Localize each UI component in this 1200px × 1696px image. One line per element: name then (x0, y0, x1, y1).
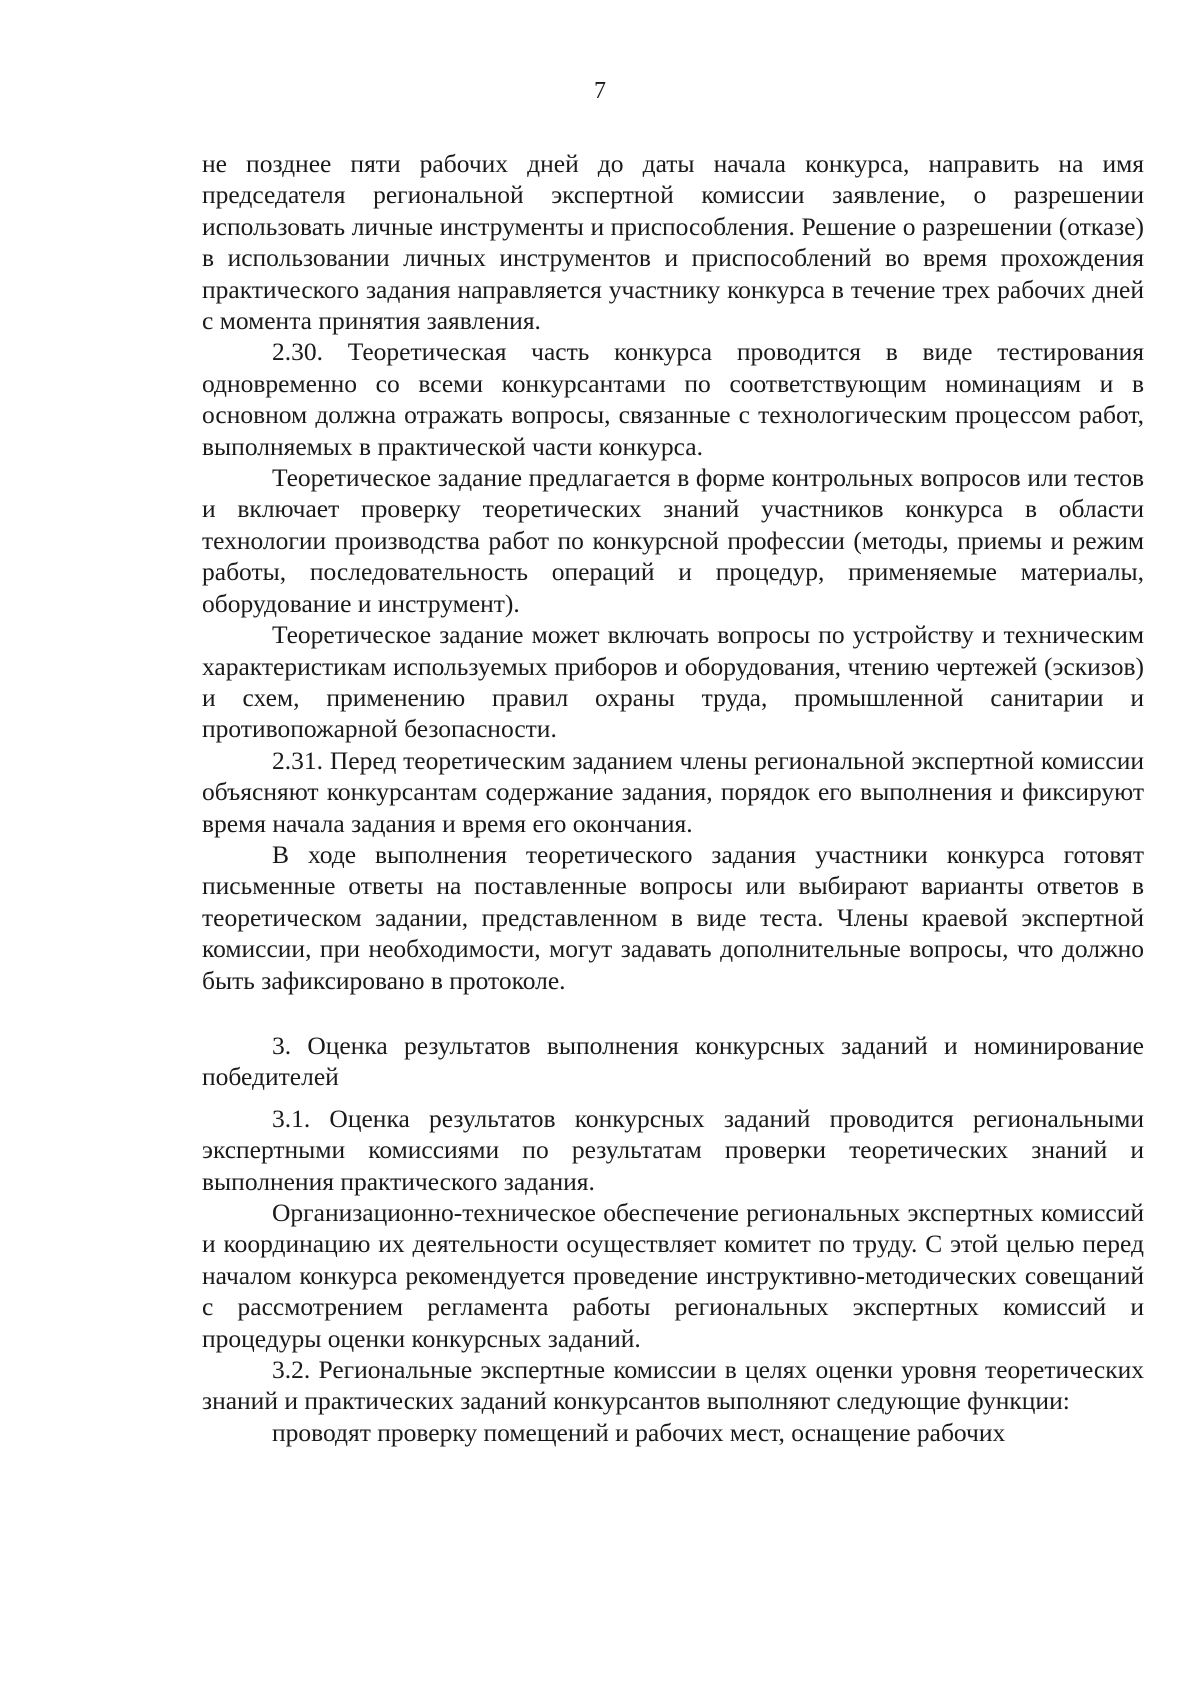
paragraph-functions-list-item: проводят проверку помещений и рабочих мест, оснащение рабочих (272, 1417, 1006, 1447)
document-body (202, 148, 1144, 1448)
paragraph-theory-task-content: Теоретическое задание может включать вопросы по устройству и техническим характеристикам используемых приборов и оборудования, чтению чертежей (эскизов) и схем, применению правил охраны труда, промышленной санитарии и противопожарной безопасности. (202, 620, 1144, 744)
paragraph-2-30: 2.30. Теоретическая часть конкурса проводится в виде тестирования одновременно со всеми конкурсантами по соответствующим номинациям и в основном должна отражать вопросы, связанные с технологическим процессом работ, выполняемых в практической части конкурса. (202, 337, 1144, 461)
paragraph-3-1: 3.1. Оценка результатов конкурсных заданий проводится региональными экспертными комиссиями по результатам проверки теоретических знаний и выполнения практического задания. (202, 1103, 1144, 1196)
paragraph-3-2: 3.2. Региональные экспертные комиссии в целях оценки уровня теоретических знаний и практических заданий конкурсантов выполняют следующие функции: (202, 1355, 1144, 1416)
paragraph-continuation-2-29: не позднее пяти рабочих дней до даты начала конкурса, направить на имя председателя региональной экспертной комиссии заявление, о разрешении использовать личные инструменты и приспособления. Решение о разрешении (отказе) в использовании личных инструментов и приспособлений во время прохождения практического задания направляется участнику конкурса в течение трех рабочих дней с момента принятия заявления. (202, 149, 1144, 336)
paragraph-theory-task-form: Теоретическое задание предлагается в форме контрольных вопросов или тестов и включает проверку теоретических знаний участников конкурса в области технологии производства работ по конкурсной профессии (методы, приемы и режим работы, последовательность операций и процедур, применяемые материалы, оборудование и инструмент). (202, 463, 1144, 618)
section-3-heading: 3. Оценка результатов выполнения конкурсных заданий и номинирование победителей (202, 1030, 1144, 1092)
page-number: 7 (594, 78, 606, 104)
paragraph-theory-task-execution: В ходе выполнения теоретического задания участники конкурса готовят письменные ответы на поставленные вопросы или выбирают варианты ответов в теоретическом задании, представленном в виде теста. Члены краевой экспертной комиссии, при необходимости, могут задавать дополнительные вопросы, что должно быть зафиксировано в протоколе. (202, 839, 1144, 995)
paragraph-organizational-support: Организационно-техническое обеспечение региональных экспертных комиссий и координацию их деятельности осуществляет комитет по труду. С этой целью перед началом конкурса рекомендуется проведение инструктивно-методических совещаний с рассмотрением регламента работы региональных экспертных комиссий и процедуры оценки конкурсных заданий. (202, 1198, 1144, 1353)
paragraph-2-31: 2.31. Перед теоретическим заданием члены региональной экспертной комиссии объясняют конкурсантам содержание задания, порядок его выполнения и фиксируют время начала задания и время его окончания. (202, 745, 1144, 838)
